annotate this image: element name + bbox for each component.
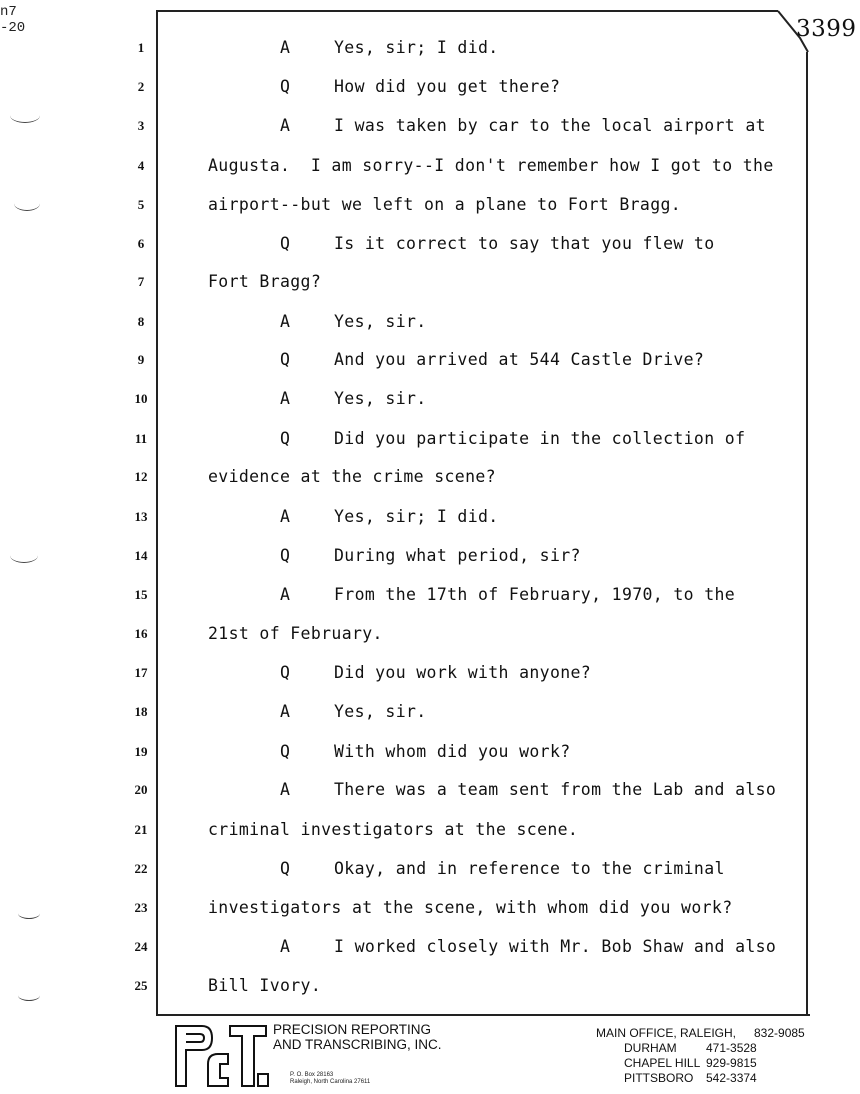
line-text: Okay, and in reference to the criminal [334, 859, 725, 878]
line-text: And you arrived at 544 Castle Drive? [334, 350, 705, 369]
office-row [596, 1041, 805, 1056]
transcript-line [0, 859, 806, 898]
transcript-line [0, 77, 806, 116]
transcript-line [0, 742, 806, 781]
line-number: 17 [134, 665, 148, 680]
line-text: There was a team sent from the Lab and also [334, 780, 777, 799]
transcript-line [0, 234, 806, 273]
office-city: CHAPEL HILL [624, 1056, 701, 1070]
line-text: From the 17th of February, 1970, to the [334, 585, 736, 604]
line-text: How did you get there? [334, 77, 561, 96]
line-number: 2 [137, 79, 145, 94]
speaker-label: A [280, 312, 290, 331]
line-number: 11 [134, 431, 148, 446]
speaker-label: Q [280, 429, 290, 448]
transcript-line [0, 195, 806, 234]
transcript-line [0, 38, 806, 77]
line-text: investigators at the scene, with whom did you work? [208, 898, 733, 917]
line-text: Did you participate in the collection of [334, 429, 746, 448]
office-city: DURHAM [624, 1041, 677, 1055]
line-number: 20 [134, 782, 148, 797]
speaker-label: Q [280, 546, 290, 565]
speaker-label: A [280, 702, 290, 721]
office-phone: 929-9815 [706, 1056, 757, 1070]
line-number: 21 [134, 822, 148, 837]
transcript-line [0, 937, 806, 976]
line-number: 9 [137, 352, 145, 367]
office-row [596, 1071, 805, 1086]
office-city: PITTSBORO [624, 1071, 694, 1085]
line-text: criminal investigators at the scene. [208, 820, 579, 839]
office-phone: 832-9085 [754, 1026, 805, 1040]
speaker-label: A [280, 116, 290, 135]
transcript-line [0, 663, 806, 702]
line-text: evidence at the crime scene? [208, 467, 496, 486]
speaker-label: A [280, 38, 290, 57]
transcript-line [0, 272, 806, 311]
line-text: With whom did you work? [334, 742, 571, 761]
transcript-line [0, 389, 806, 428]
line-number: 5 [137, 197, 145, 212]
speaker-label: Q [280, 350, 290, 369]
company-address [290, 1072, 370, 1086]
transcript-line [0, 820, 806, 859]
speaker-label: Q [280, 663, 290, 682]
page-number: 3399 [796, 16, 857, 42]
line-number: 18 [134, 704, 148, 719]
speaker-label: Q [280, 234, 290, 253]
office-phone: 542-3374 [706, 1071, 757, 1085]
line-text: Yes, sir; I did. [334, 507, 499, 526]
line-text: Yes, sir. [334, 312, 427, 331]
speaker-label: A [280, 389, 290, 408]
transcript-line [0, 585, 806, 624]
line-text: Did you work with anyone? [334, 663, 592, 682]
speaker-label: Q [280, 859, 290, 878]
transcript-line [0, 898, 806, 937]
line-text: airport--but we left on a plane to Fort Bragg. [208, 195, 682, 214]
line-number: 1 [137, 40, 145, 55]
line-number: 3 [137, 118, 145, 133]
transcript-line [0, 976, 806, 1015]
address-line-2: Raleigh, North Carolina 27611 [290, 1079, 371, 1085]
transcript-line [0, 350, 806, 389]
speaker-label: A [280, 780, 290, 799]
transcript-line [0, 429, 806, 468]
transcript-line [0, 546, 806, 585]
office-city: MAIN OFFICE, RALEIGH, [596, 1026, 737, 1040]
line-text: Is it correct to say that you flew to [334, 234, 715, 253]
line-number: 8 [137, 314, 145, 329]
line-text: During what period, sir? [334, 546, 581, 565]
company-name [273, 1022, 442, 1052]
line-number: 4 [137, 158, 145, 173]
speaker-label: Q [280, 77, 290, 96]
transcript-line [0, 312, 806, 351]
office-list [596, 1026, 805, 1086]
line-number: 19 [134, 744, 148, 759]
line-number: 24 [134, 939, 148, 954]
line-number: 6 [137, 236, 145, 251]
line-text: Fort Bragg? [208, 272, 322, 291]
line-text: Augusta. I am sorry--I don't remember how I got to the [208, 156, 774, 175]
line-text: Yes, sir. [334, 702, 427, 721]
company-line-1: PRECISION REPORTING [273, 1022, 432, 1037]
line-number: 14 [134, 548, 148, 563]
line-number: 10 [134, 391, 148, 406]
speaker-label: Q [280, 742, 290, 761]
office-phone: 471-3528 [706, 1041, 757, 1055]
line-number: 22 [134, 861, 148, 876]
company-line-2: AND TRANSCRIBING, INC. [273, 1037, 442, 1052]
line-number: 23 [134, 900, 148, 915]
transcript-line [0, 116, 806, 155]
transcript-line [0, 702, 806, 741]
line-text: Yes, sir; I did. [334, 38, 499, 57]
speaker-label: A [280, 937, 290, 956]
line-number: 12 [134, 469, 148, 484]
transcript-line [0, 507, 806, 546]
transcript-line [0, 467, 806, 506]
right-border-rule [806, 52, 808, 1014]
office-row [596, 1026, 805, 1041]
line-number: 13 [134, 509, 148, 524]
office-row [596, 1056, 805, 1071]
line-text: Yes, sir. [334, 389, 427, 408]
line-text: I worked closely with Mr. Bob Shaw and also [334, 937, 777, 956]
line-text: I was taken by car to the local airport at [334, 116, 766, 135]
transcript-line [0, 156, 806, 195]
line-text: 21st of February. [208, 624, 383, 643]
transcript-line [0, 780, 806, 819]
transcript-line [0, 624, 806, 663]
line-number: 7 [137, 274, 145, 289]
speaker-label: A [280, 507, 290, 526]
margin-note-top: n7 [0, 4, 17, 20]
line-number: 25 [134, 978, 148, 993]
margin-note-second: -20 [0, 20, 26, 36]
speaker-label: A [280, 585, 290, 604]
line-number: 16 [134, 626, 148, 641]
line-text: Bill Ivory. [208, 976, 322, 995]
address-line-1: P. O. Box 28163 [290, 1072, 334, 1078]
company-logo [172, 1020, 272, 1090]
line-number: 15 [134, 587, 148, 602]
